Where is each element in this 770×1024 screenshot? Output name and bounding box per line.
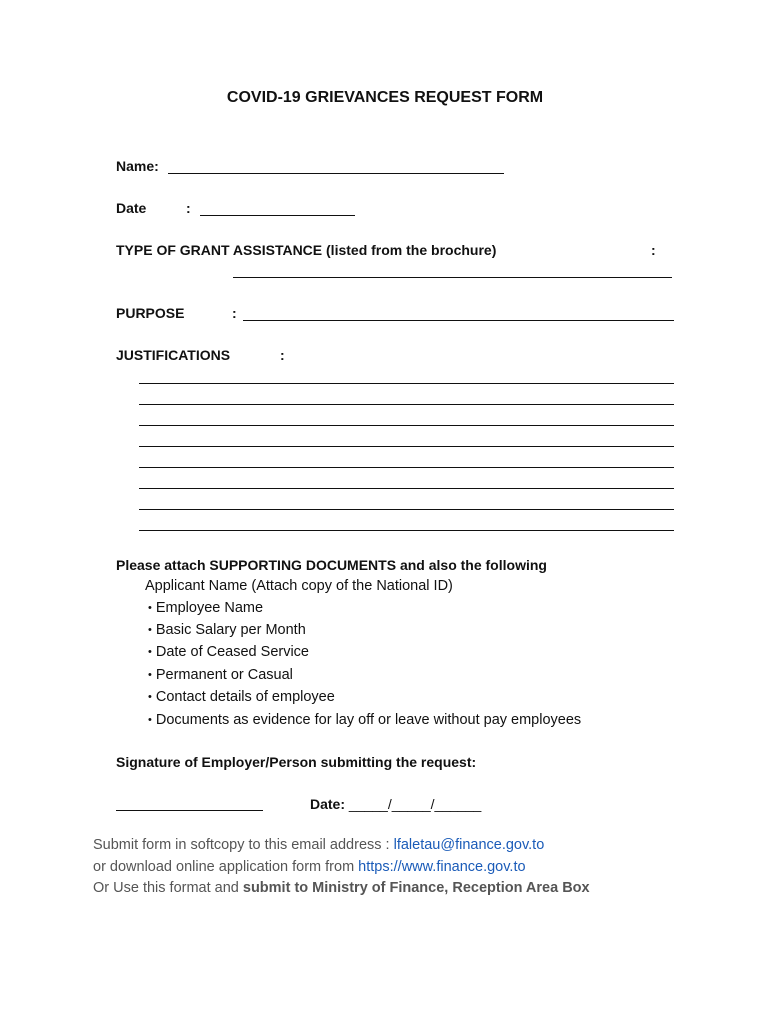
list-item-label: Basic Salary per Month bbox=[155, 622, 306, 638]
grant-colon: : bbox=[651, 242, 656, 258]
date-label: Date bbox=[116, 200, 147, 216]
purpose-colon: : bbox=[232, 305, 237, 321]
list-item bbox=[148, 712, 581, 728]
footer-line-submit: Or Use this format and submit to Ministry of Finance, Reception Area Box bbox=[93, 880, 590, 896]
justification-line[interactable] bbox=[139, 467, 674, 468]
date-field[interactable] bbox=[200, 215, 355, 216]
bullet-icon: • bbox=[148, 714, 152, 726]
footer-line-url: or download online application form from https://www.finance.gov.to bbox=[93, 859, 526, 875]
justifications-label: JUSTIFICATIONS bbox=[116, 347, 231, 363]
grant-field[interactable] bbox=[233, 277, 672, 278]
justification-line[interactable] bbox=[139, 425, 674, 426]
list-item-label: Documents as evidence for lay off or leave without pay employees bbox=[155, 712, 582, 728]
list-item bbox=[148, 622, 306, 638]
bullet-icon: • bbox=[148, 691, 152, 703]
justification-line[interactable] bbox=[139, 509, 674, 510]
justification-line[interactable] bbox=[139, 383, 674, 384]
list-item-label: Permanent or Casual bbox=[155, 667, 293, 683]
list-item bbox=[148, 689, 335, 705]
bullet-icon: • bbox=[148, 646, 152, 658]
footer-line-email: Submit form in softcopy to this email address : lfaletau@finance.gov.to bbox=[93, 837, 545, 853]
list-item bbox=[148, 600, 263, 616]
date-colon: : bbox=[186, 200, 191, 216]
justifications-colon: : bbox=[280, 347, 285, 363]
list-item-label: Contact details of employee bbox=[155, 689, 335, 705]
signature-label: Signature of Employer/Person submitting the request: bbox=[116, 754, 477, 770]
website-link[interactable]: https://www.finance.gov.to bbox=[358, 859, 526, 875]
list-item-label: Employee Name bbox=[155, 600, 264, 616]
name-label: Name: bbox=[116, 158, 159, 174]
attach-intro: Applicant Name (Attach copy of the National ID) bbox=[145, 578, 453, 594]
list-item bbox=[148, 667, 293, 683]
signature-date-field[interactable]: _____/_____/______ bbox=[348, 796, 482, 812]
grant-label: TYPE OF GRANT ASSISTANCE (listed from the brochure) bbox=[116, 242, 497, 258]
name-field[interactable] bbox=[168, 173, 504, 174]
signature-field[interactable] bbox=[116, 810, 263, 811]
list-item-label: Date of Ceased Service bbox=[155, 644, 309, 660]
purpose-field[interactable] bbox=[243, 320, 674, 321]
list-item bbox=[148, 644, 309, 660]
justification-line[interactable] bbox=[139, 488, 674, 489]
purpose-label: PURPOSE bbox=[116, 305, 185, 321]
signature-date-label: Date: _____/_____/______ bbox=[310, 796, 482, 812]
attach-heading: Please attach SUPPORTING DOCUMENTS and also the following bbox=[116, 557, 547, 573]
bullet-icon: • bbox=[148, 624, 152, 636]
justification-line[interactable] bbox=[139, 404, 674, 405]
bullet-icon: • bbox=[148, 602, 152, 614]
email-link[interactable]: lfaletau@finance.gov.to bbox=[393, 837, 545, 853]
justification-line[interactable] bbox=[139, 446, 674, 447]
bullet-icon: • bbox=[148, 669, 152, 681]
justification-line[interactable] bbox=[139, 530, 674, 531]
form-title: COVID-19 GRIEVANCES REQUEST FORM bbox=[226, 89, 544, 106]
